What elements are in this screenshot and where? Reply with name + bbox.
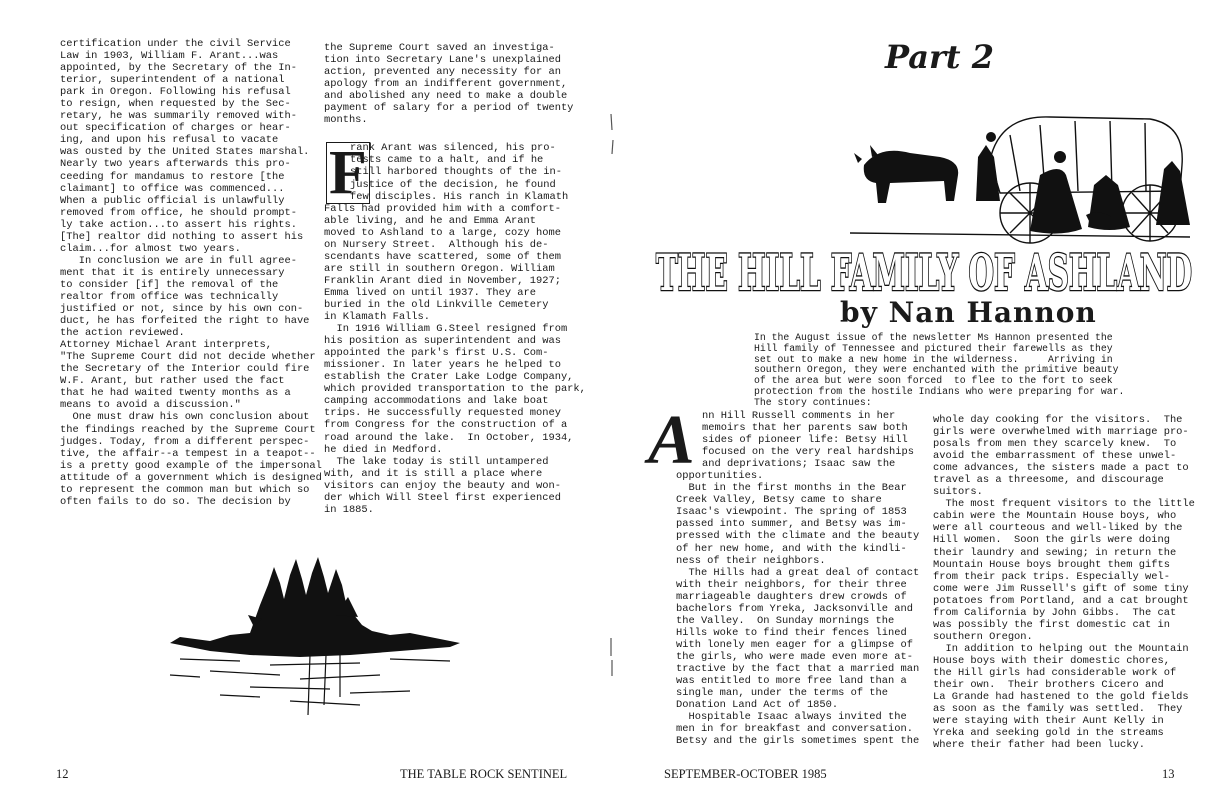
- text-line: his position as superintendent and was: [324, 335, 561, 348]
- text-line: tion into Secretary Lane's unexplained: [324, 54, 561, 67]
- text-line: of the area but were soon forced to flee to the fort to seek: [754, 375, 1113, 387]
- text-line: apology from an indifferent government,: [324, 78, 568, 91]
- text-line: realtor from office was technically: [60, 290, 279, 303]
- text-line: set out to make a new home in the wilderness. Arriving in: [754, 353, 1113, 365]
- text-line: missioner. In later years he helped to: [324, 359, 561, 372]
- text-line: In 1916 William G.Steel resigned from: [324, 323, 568, 336]
- text-line: in Klamath Falls.: [324, 311, 431, 324]
- text-line: ing, and upon his refusal to vacate: [60, 134, 279, 147]
- text-line: with their neighbors, for their three: [676, 578, 907, 591]
- text-line: passed into summer, and Betsy was im-: [676, 518, 907, 531]
- text-line: the Valley. On Sunday mornings the: [676, 614, 895, 627]
- text-line: which provided transportation to the park,: [324, 383, 586, 396]
- text-line: Hospitable Isaac always invited the: [676, 711, 907, 724]
- text-line: where their father had been lucky.: [933, 739, 1146, 752]
- text-line: focused on the very real hardships: [702, 446, 915, 459]
- wagon-illustration: [850, 105, 1190, 250]
- text-line: visitors can enjoy the beauty and won-: [324, 479, 561, 492]
- text-line: duct, he has forfeited the right to have: [60, 315, 310, 328]
- text-line: pressed with the climate and the beauty: [676, 530, 920, 543]
- text-line: Falls had provided him with a comfort-: [324, 202, 561, 215]
- text-line: girls were overwhelmed with marriage pro-: [933, 426, 1189, 439]
- text-line: the Hill girls had considerable work of: [933, 666, 1177, 679]
- text-line: ment that it is entirely unnecessary: [60, 266, 285, 279]
- text-line: come were Jim Russell's gift of some tiny: [933, 582, 1189, 595]
- text-line: is a pretty good example of the impersonal: [60, 459, 322, 472]
- text-line: southern Oregon.: [933, 630, 1033, 643]
- text-line: means to avoid a discussion.": [60, 399, 241, 412]
- text-line: park in Oregon. Following his refusal: [60, 86, 291, 99]
- text-line: House boys with their domestic chores,: [933, 654, 1170, 667]
- text-line: "The Supreme Court did not decide whether: [60, 351, 316, 364]
- text-line: travel as a threesome, and discourage: [933, 474, 1164, 487]
- text-line: were all courteous and well-liked by the: [933, 522, 1183, 535]
- text-line: to resign, when requested by the Sec-: [60, 98, 291, 111]
- left-column-1: [60, 38, 322, 508]
- text-line: and abolished any need to make a double: [324, 90, 568, 103]
- text-line: single man, under the terms of the: [676, 687, 889, 700]
- text-line: months.: [324, 114, 368, 127]
- text-line: were staying with their Aunt Kelly in: [933, 715, 1164, 728]
- gutter-marks: [605, 110, 619, 680]
- text-line: action, prevented any necessity for an: [324, 66, 561, 79]
- text-line: of her new home, and with the kindli-: [676, 542, 907, 555]
- text-line: cabin were the Mountain House boys, who: [933, 510, 1177, 523]
- text-line: In addition to helping out the Mountain: [933, 642, 1189, 655]
- text-line: Nearly two years afterwards this pro-: [60, 158, 291, 171]
- text-line: protection from the hostile Indians who were preparing for war.: [754, 385, 1125, 397]
- text-line: from Congress for the construction of a: [324, 419, 568, 432]
- text-line: the Secretary of the Interior could fire: [60, 363, 310, 376]
- text-line: from California by John Gibbs. The cat: [933, 606, 1177, 619]
- text-line: trips. He successfully requested money: [324, 407, 561, 420]
- text-line: from their pack trips. Especially wel-: [933, 570, 1170, 583]
- text-line: Betsy and the girls sometimes spent the: [676, 735, 920, 748]
- text-line: posals from men they scarcely knew. To: [933, 438, 1177, 451]
- text-line: bachelors from Yreka, Jacksonville and: [676, 602, 913, 615]
- right-page-number: 13: [1162, 767, 1175, 781]
- text-line: rank Arant was silenced, his pro-: [350, 142, 556, 155]
- text-line: The lake today is still untampered: [324, 455, 549, 468]
- text-line: and deprivations; Isaac saw the: [702, 458, 896, 471]
- right-column-1: [676, 410, 921, 747]
- text-line: But in the first months in the Bear: [676, 482, 907, 495]
- text-line: in 1885.: [324, 503, 374, 516]
- text-line: [The] realtor did nothing to assert his: [60, 230, 304, 243]
- text-line: Franklin Arant died in November, 1927;: [324, 274, 561, 287]
- text-line: on Nursery Street. Although his de-: [324, 238, 549, 251]
- text-line: justice of the decision, he found: [350, 178, 556, 191]
- text-line: memoirs that her parents saw both: [702, 422, 908, 435]
- part-label: Part 2: [885, 38, 994, 76]
- text-line: the Supreme Court saved an investiga-: [324, 42, 555, 54]
- text-line: camping accommodations and lake boat: [324, 395, 549, 408]
- text-line: to represent the common man but which so: [60, 483, 310, 496]
- text-line: marriageable daughters drew crowds of: [676, 590, 907, 603]
- text-line: was ousted by the United States marshal.: [60, 146, 310, 159]
- text-line: The story continues:: [754, 396, 872, 408]
- text-line: La Grande had hastened to the gold fields: [933, 691, 1189, 704]
- text-line: was entitled to more free land than a: [676, 675, 907, 688]
- text-line: establish the Crater Lake Lodge Company,: [324, 371, 574, 384]
- text-line: still harbored thoughts of the in-: [350, 166, 563, 179]
- text-line: W.F. Arant, but rather used the fact: [60, 375, 285, 388]
- article-byline: by Nan Hannon: [840, 296, 1097, 329]
- text-line: judges. Today, from a different perspec-: [60, 435, 310, 448]
- text-line: der which Will Steel first experienced: [324, 491, 561, 504]
- text-line: terior, superintendent of a national: [60, 74, 285, 87]
- text-line: ly take action...to assert his rights.: [60, 218, 297, 231]
- text-line: few disciples. His ranch in Klamath: [350, 190, 569, 203]
- text-line: attitude of a government which is designed: [60, 471, 322, 484]
- text-line: Isaac's viewpoint. The spring of 1853: [676, 506, 907, 519]
- text-line: removed from office, he should prompt-: [60, 206, 297, 219]
- text-line: as soon as the family was settled. They: [933, 703, 1183, 716]
- text-line: In conclusion we are in full agree-: [60, 254, 297, 267]
- text-line: In the August issue of the newsletter Ms Hannon presented the: [754, 332, 1113, 343]
- left-column-2: [324, 42, 586, 516]
- text-line: Hill women. Soon the girls were doing: [933, 534, 1170, 547]
- article-intro: [754, 333, 1124, 409]
- publication-name: THE TABLE ROCK SENTINEL: [400, 767, 568, 781]
- island-illustration: [150, 555, 480, 730]
- right-column-2: [933, 414, 1193, 751]
- text-line: with lonely men eager for a glimpse of: [676, 638, 913, 651]
- text-line: ceeding for mandamus to restore [the: [60, 170, 285, 183]
- text-line: justified or not, since by his own con-: [60, 303, 304, 316]
- text-line: that he had waited twenty months as a: [60, 387, 291, 400]
- drop-cap-f: F: [326, 142, 370, 204]
- issue-date: SEPTEMBER-OCTOBER 1985: [664, 767, 827, 781]
- text-line: Creek Valley, Betsy came to share: [676, 494, 882, 507]
- text-line: was possibly the first domestic cat in: [933, 618, 1170, 631]
- text-line: the findings reached by the Supreme Court: [60, 423, 316, 436]
- text-line: opportunities.: [676, 470, 764, 483]
- text-line: potatoes from Portland, and a cat brought: [933, 594, 1189, 607]
- text-line: claim...for almost two years.: [60, 242, 241, 255]
- text-line: whole day cooking for the visitors. The: [933, 414, 1183, 426]
- article-title: [654, 246, 1194, 296]
- text-line: nn Hill Russell comments in her: [702, 410, 896, 422]
- text-line: tive, the affair--a tempest in a teapot--: [60, 447, 316, 460]
- text-line: scendants have scattered, some of them: [324, 250, 561, 263]
- text-line: the action reviewed.: [60, 327, 185, 340]
- text-line: suitors.: [933, 486, 983, 499]
- text-line: men in for breakfast and conversation.: [676, 723, 913, 736]
- text-line: the girls, who were made even more at-: [676, 650, 913, 663]
- text-line: The most frequent visitors to the little: [933, 498, 1195, 511]
- text-line: ness of their neighbors.: [676, 554, 826, 567]
- text-line: Yreka and seeking gold in the streams: [933, 727, 1164, 740]
- text-line: their own. Their brothers Cicero and: [933, 679, 1164, 692]
- text-line: southern Oregon, they were enchanted with the primitive beauty: [754, 364, 1119, 376]
- text-line: The Hills had a great deal of contact: [676, 566, 920, 579]
- text-line: appointed, by the Secretary of the In-: [60, 62, 297, 75]
- text-line: tractive by the fact that a married man: [676, 662, 920, 675]
- text-line: come advances, the sisters made a pact to: [933, 462, 1189, 475]
- text-line: payment of salary for a period of twenty: [324, 102, 574, 115]
- text-line: out specification of charges or hear-: [60, 122, 291, 135]
- left-page-number: 12: [56, 767, 69, 781]
- article-title-text: THE HILL FAMILY OF ASHLAND: [656, 246, 1192, 296]
- text-line: their laundry and sewing; in return the: [933, 546, 1177, 559]
- text-line: When a public official is unlawfully: [60, 194, 285, 207]
- text-line: he died in Medford.: [324, 443, 443, 456]
- text-line: avoid the embarrassment of these unwel-: [933, 450, 1177, 463]
- text-line: to consider [if] the removal of the: [60, 278, 279, 291]
- text-line: tests came to a halt, and if he: [350, 154, 544, 167]
- text-line: road around the lake. In October, 1934,: [324, 431, 574, 444]
- text-line: Mountain House boys brought them gifts: [933, 558, 1170, 571]
- text-line: certification under the civil Service: [60, 38, 291, 50]
- text-line: retary, he was summarily removed with-: [60, 110, 297, 123]
- text-line: claimant] to office was commenced...: [60, 182, 285, 195]
- text-line: with, and it is still a place where: [324, 467, 543, 480]
- text-line: Donation Land Act of 1850.: [676, 699, 839, 712]
- text-line: buried in the old Linkville Cemetery: [324, 298, 549, 311]
- text-line: Hills woke to find their fences lined: [676, 626, 907, 639]
- text-line: appointed the park's first U.S. Com-: [324, 347, 549, 360]
- text-line: able living, and he and Emma Arant: [324, 214, 537, 227]
- text-line: often fails to do so. The decision by: [60, 495, 291, 508]
- text-line: sides of pioneer life: Betsy Hill: [702, 434, 908, 447]
- text-line: moved to Ashland to a large, cozy home: [324, 226, 561, 239]
- text-line: One must draw his own conclusion about: [60, 411, 310, 424]
- text-line: Law in 1903, William F. Arant...was: [60, 50, 279, 63]
- text-line: Hill family of Tennessee and pictured their farewells as they: [754, 342, 1113, 354]
- text-line: Attorney Michael Arant interprets,: [60, 339, 273, 352]
- text-line: are still in southern Oregon. William: [324, 262, 555, 275]
- text-line: Emma lived on until 1937. They are: [324, 286, 537, 299]
- drop-cap-a: A: [648, 402, 695, 479]
